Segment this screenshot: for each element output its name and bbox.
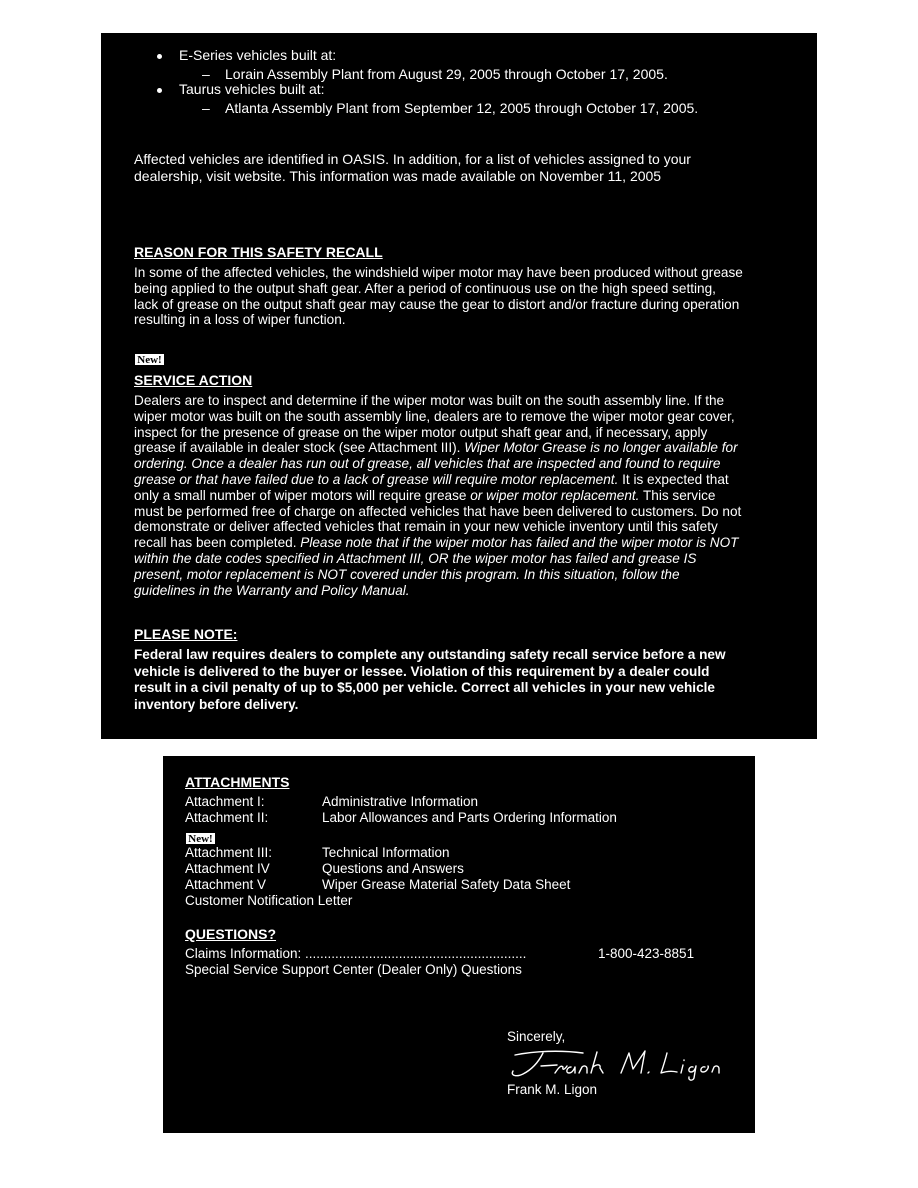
reason-line: In some of the affected vehicles, the windshield wiper motor may have been produced without grease bbox=[134, 265, 743, 280]
new-badge: New! bbox=[134, 353, 165, 366]
new-badge: New! bbox=[185, 832, 216, 845]
note-line: result in a civil penalty of up to $5,000 per vehicle. Correct all vehicles in your new vehicle bbox=[134, 680, 715, 695]
attachment-label: Attachment IV bbox=[185, 861, 270, 876]
questions-heading: QUESTIONS? bbox=[185, 926, 277, 942]
note-line: inventory before delivery. bbox=[134, 696, 299, 712]
service-line: demonstrate or deliver affected vehicles that remain in your new vehicle inventory until this safety bbox=[134, 519, 718, 535]
dash-icon: – bbox=[202, 66, 210, 82]
service-line bbox=[134, 535, 774, 551]
service-line: within the date codes specified in Attachment III, OR the wiper motor has failed and grease IS bbox=[134, 550, 697, 566]
service-line bbox=[134, 472, 774, 488]
service-line: present, motor replacement is NOT covered under this program. In this situation, follow the bbox=[134, 566, 680, 582]
note-line: Federal law requires dealers to complete any outstanding safety recall service before a new bbox=[134, 647, 726, 662]
service-italic-text: Please note that if the wiper motor has failed and the wiper motor is NOT bbox=[300, 535, 739, 551]
signer-name: Frank M. Ligon bbox=[507, 1082, 598, 1097]
service-line: wiper motor was built on the south assembly line, dealers are to remove the wiper motor gear cover, bbox=[134, 408, 735, 424]
affected-line: dealership, visit website. This information was made available on November 11, 2005 bbox=[134, 168, 662, 184]
bullet-icon bbox=[157, 88, 162, 93]
attachment-title: Wiper Grease Material Safety Data Sheet bbox=[322, 877, 571, 892]
service-line: Dealers are to inspect and determine if the wiper motor was built on the south assembly line. If the bbox=[134, 393, 725, 408]
reason-line: resulting in a loss of wiper function. bbox=[134, 312, 346, 328]
service-line bbox=[134, 488, 774, 504]
attachment-title: Technical Information bbox=[322, 845, 450, 860]
attachments-heading: ATTACHMENTS bbox=[185, 774, 290, 790]
note-heading: PLEASE NOTE: bbox=[134, 626, 238, 642]
attachment-title: Questions and Answers bbox=[322, 861, 464, 876]
service-line: inspect for the presence of grease on the wiper motor output shaft gear and, if necessary, apply bbox=[134, 424, 708, 440]
service-line: ordering. Once a dealer has run out of grease, all vehicles that are inspected and found to require bbox=[134, 456, 721, 472]
attachment-label: Attachment V bbox=[185, 877, 267, 892]
reason-heading: REASON FOR THIS SAFETY RECALL bbox=[134, 244, 383, 260]
vehicle-line-label: E-Series vehicles built at: bbox=[179, 47, 337, 63]
signature-image bbox=[505, 1047, 725, 1081]
note-paragraph bbox=[134, 647, 774, 713]
service-line: guidelines in the Warranty and Policy Manual. bbox=[134, 582, 410, 598]
attachment-label: Attachment I: bbox=[185, 794, 265, 809]
service-text: only a small number of wiper motors will require grease bbox=[134, 487, 471, 503]
service-line bbox=[134, 440, 774, 456]
affected-line: Affected vehicles are identified in OASIS. In addition, for a list of vehicles assigned to your bbox=[134, 151, 691, 167]
service-italic-text: Wiper Motor Grease is no longer available for bbox=[464, 440, 738, 456]
claims-label: Claims Information: ........................................................... bbox=[185, 946, 527, 961]
dash-icon: – bbox=[202, 100, 210, 116]
service-text: grease if available in dealer stock (see Attachment III). bbox=[134, 440, 465, 456]
support-center-line: Special Service Support Center (Dealer Only) Questions bbox=[185, 962, 522, 977]
vehicle-line-detail: Atlanta Assembly Plant from September 12, 2005 through October 17, 2005. bbox=[225, 100, 699, 116]
service-text: recall has been completed. bbox=[134, 535, 301, 551]
service-italic-text: grease or that have failed due to a lack of grease will require motor replacement. bbox=[134, 471, 619, 487]
attachment-label: Attachment II: bbox=[185, 810, 269, 825]
service-text: It is expected that bbox=[618, 471, 729, 487]
service-line: must be performed free of charge on affected vehicles that have been delivered to customers. Do not bbox=[134, 503, 742, 519]
salutation: Sincerely, bbox=[507, 1029, 566, 1044]
reason-line: lack of grease on the output shaft gear may cause the gear to distort and/or fracture during operation bbox=[134, 296, 740, 312]
note-line: vehicle is delivered to the buyer or lessee. Violation of this requirement by a dealer could bbox=[134, 663, 710, 679]
customer-letter-item: Customer Notification Letter bbox=[185, 893, 353, 908]
service-paragraph bbox=[134, 393, 774, 598]
attachment-title: Administrative Information bbox=[322, 794, 479, 809]
vehicle-line-label: Taurus vehicles built at: bbox=[179, 81, 325, 97]
service-text: This service bbox=[639, 487, 716, 503]
claims-phone: 1-800-423-8851 bbox=[598, 946, 695, 961]
vehicle-line-detail: Lorain Assembly Plant from August 29, 2005 through October 17, 2005. bbox=[225, 66, 668, 82]
service-heading: SERVICE ACTION bbox=[134, 372, 253, 388]
reason-line: being applied to the output shaft gear. After a period of continuous use on the high speed setting, bbox=[134, 280, 716, 296]
attachment-title: Labor Allowances and Parts Ordering Information bbox=[322, 810, 617, 825]
reason-paragraph bbox=[134, 265, 774, 328]
attachment-label: Attachment III: bbox=[185, 845, 273, 860]
bullet-icon bbox=[157, 54, 162, 59]
service-italic-text: or wiper motor replacement. bbox=[470, 487, 640, 503]
